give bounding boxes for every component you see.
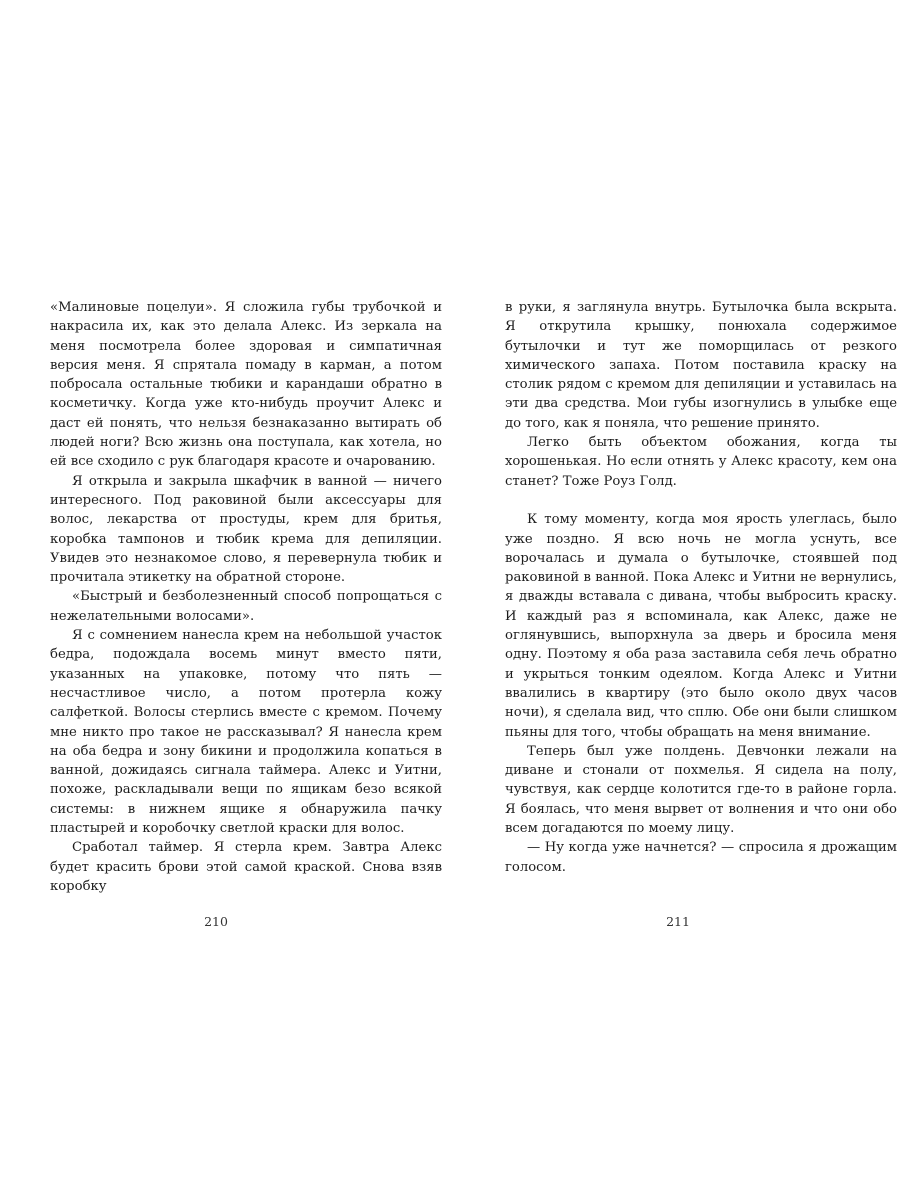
left-paragraph-2: Я открыла и закрыла шкафчик в ванной — ничего интересного. Под раковиной были аксессуары для волос, лекарства от простуды, крем для бритья, коробка тампонов и тюбик крема для депиляции. Увидев это незнакомое слово, я перевернула тюбик и прочитала этикетку на обратной стороне. (50, 473, 442, 586)
left-page-text (50, 298, 442, 896)
left-paragraph-5: Сработал таймер. Я стерла крем. Завтра Алекс будет красить брови этой самой краской. Снова взяв коробку (50, 840, 442, 894)
page-number-right: 211 (666, 914, 690, 929)
page-number-left: 210 (204, 914, 228, 929)
left-paragraph-3: «Быстрый и безболезненный способ попрощаться с нежелательными волосами». (50, 589, 442, 624)
right-paragraph-5: — Ну когда уже начнется? — спросила я дрожащим голосом. (505, 840, 897, 875)
left-paragraph-1: «Малиновые поцелуи». Я сложила губы трубочкой и накрасила их, как это делала Алекс. Из зеркала на меня посмотрела более здоровая и симпатичная версия меня. Я спрятала помаду в карман, а потом побросала остальные тюбики и карандаши обратно в косметичку. Когда уже кто-нибудь проучит Алекс и даст ей понять, что нельзя безнаказанно вытирать об людей ноги? Всю жизнь она поступала, как хотела, но ей все сходило с рук благодаря красоте и очарованию. (50, 300, 442, 470)
right-page (505, 298, 897, 877)
right-paragraph-2: Легко быть объектом обожания, когда ты хорошенькая. Но если отнять у Алекс красоту, кем она станет? Тоже Роуз Голд. (505, 435, 897, 489)
right-page-text (505, 298, 897, 877)
right-paragraph-4: Теперь был уже полдень. Девчонки лежали на диване и стонали от похмелья. Я сидела на полу, чувствуя, как сердце колотится где-то в районе горла. Я боялась, что меня вырвет от волнения и что они обо всем догадаются по моему лицу. (505, 743, 897, 837)
right-paragraph-1: в руки, я заглянула внутрь. Бутылочка была вскрыта. Я открутила крышку, понюхала содержимое бутылочки и тут же поморщилась от резкого химического запаха. Потом поставила краску на столик рядом с кремом для депиляции и уставилась на эти два средства. Мои губы изогнулись в улыбке еще до того, как я поняла, что решение принято. (505, 300, 897, 431)
left-paragraph-4: Я с сомнением нанесла крем на небольшой участок бедра, подождала восемь минут вместо пяти, указанных на упаковке, потому что пять — несчастливое число, а потом протерла кожу салфеткой. Волосы стерлись вместе с кремом. Почему мне никто про такое не рассказывал? Я нанесла крем на оба бедра и зону бикини и продолжила копаться в ванной, дожидаясь сигнала таймера. Алекс и Уитни, похоже, раскладывали вещи по ящикам безо всякой системы: в нижнем ящике я обнаружила пачку пластырей и коробочку светлой краски для волос. (50, 628, 442, 837)
right-paragraph-3: К тому моменту, когда моя ярость улеглась, было уже поздно. Я всю ночь не могла уснуть, все ворочалась и думала о бутылочке, стоявшей под раковиной в ванной. Пока Алекс и Уитни не вернулись, я дважды вставала с дивана, чтобы выбросить краску. И каждый раз я вспоминала, как Алекс, даже не оглянувшись, выпорхнула за дверь и бросила меня одну. Поэтому я оба раза заставила себя лечь обратно и укрыться тонким одеялом. Когда Алекс и Уитни ввалились в квартиру (это было около двух часов ночи), я сделала вид, что сплю. Обе они были слишком пьяны для того, чтобы обращать на меня внимание. (505, 512, 897, 740)
left-page (50, 298, 442, 896)
